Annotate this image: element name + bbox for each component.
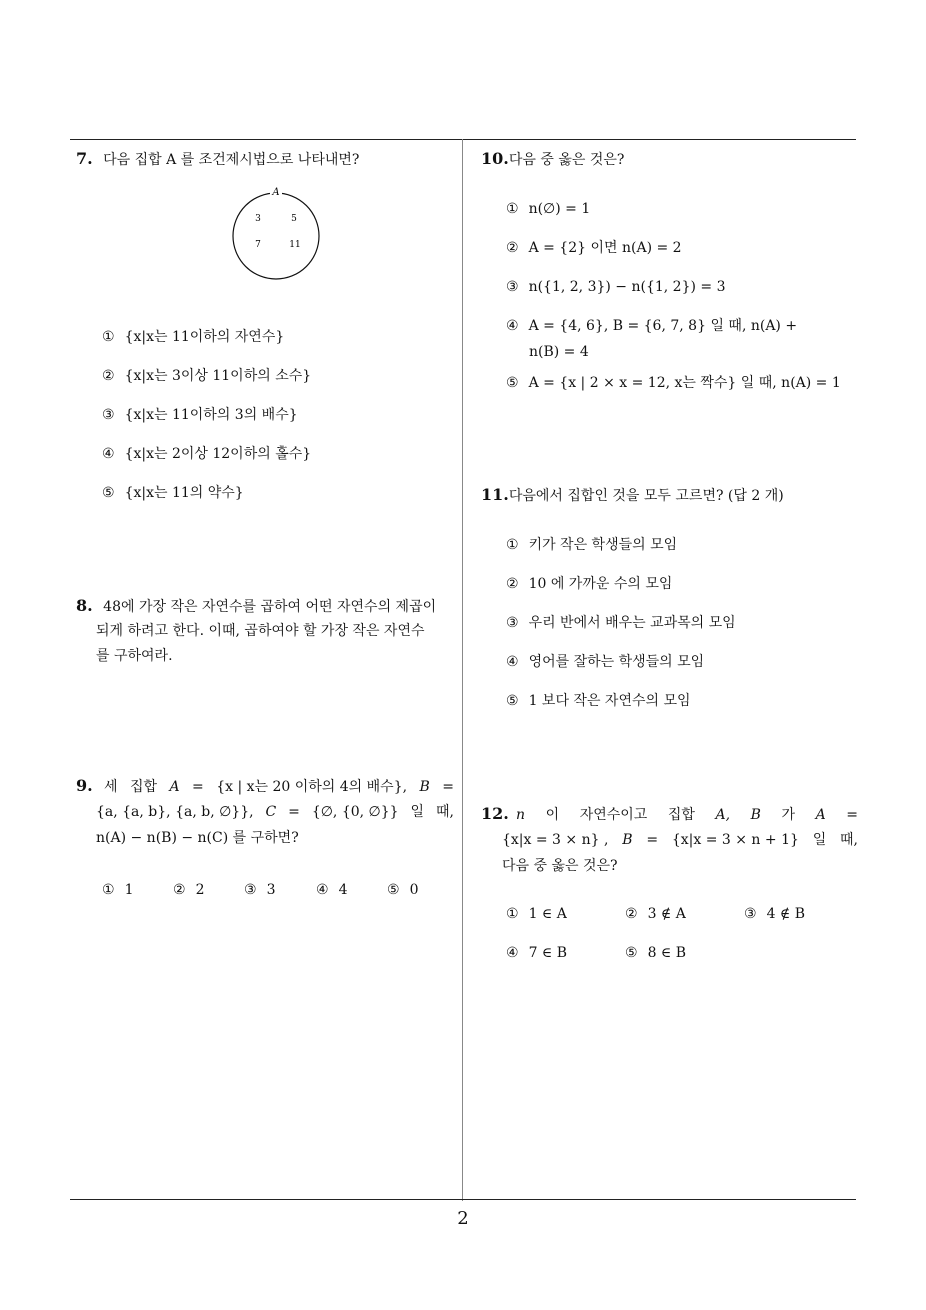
option-5[interactable]: ⑤ {x|x는 11의 약수} [102, 485, 244, 501]
option-2[interactable]: ② {x|x는 3이상 11이하의 소수} [102, 368, 312, 384]
venn-element: 7 [255, 240, 261, 250]
question-number: 9. [76, 776, 93, 795]
question-text-line: 되게 하려고 한다. 이때, 곱하여야 할 가장 작은 자연수 [96, 623, 425, 639]
question-number: 11. [481, 485, 509, 504]
option-3[interactable]: ③ {x|x는 11이하의 3의 배수} [102, 407, 298, 423]
question-text: 다음 중 옳은 것은? [508, 152, 625, 168]
option-3[interactable]: ③ 우리 반에서 배우는 교과목의 모임 [506, 615, 736, 631]
option-4[interactable]: ④ {x|x는 2이상 12이하의 홀수} [102, 446, 312, 462]
question-text: 다음에서 집합인 것을 모두 고르면? (답 2 개) [508, 488, 784, 504]
venn-element: 5 [291, 214, 297, 224]
top-rule [70, 139, 856, 140]
venn-set-label: A [272, 187, 280, 198]
question-number: 12. [481, 804, 509, 823]
option-2[interactable]: ② A = {2} 이면 n(A) = 2 [506, 240, 682, 256]
option-4[interactable]: ④ 7 ∈ B [506, 945, 568, 961]
question-number: 8. [76, 596, 93, 615]
page-number: 2 [457, 1208, 469, 1229]
option-4[interactable]: ④ 4 [316, 882, 348, 898]
option-5[interactable]: ⑤ A = {x | 2 × x = 12, x는 짝수} 일 때, n(A) = 1 [506, 375, 841, 391]
question-text-line: 세 집합 A = {x | x는 20 이하의 4의 배수}, B = [104, 779, 454, 795]
option-1[interactable]: ① {x|x는 11이하의 자연수} [102, 329, 285, 345]
option-3[interactable]: ③ 4 ∉ B [744, 906, 806, 922]
option-1[interactable]: ① 키가 작은 학생들의 모임 [506, 537, 678, 553]
option-3[interactable]: ③ 3 [244, 882, 276, 898]
question-text-line: {a, {a, b}, {a, b, ∅}}, C = {∅, {0, ∅}} 일 때, [96, 804, 454, 820]
option-1[interactable]: ① 1 ∈ A [506, 906, 567, 922]
question-text-line: 다음 중 옳은 것은? [502, 858, 618, 874]
option-2[interactable]: ② 2 [173, 882, 205, 898]
option-5[interactable]: ⑤ 0 [387, 882, 419, 898]
option-5[interactable]: ⑤ 8 ∈ B [625, 945, 687, 961]
column-divider [462, 139, 463, 1201]
option-2[interactable]: ② 3 ∉ A [625, 906, 686, 922]
question-number: 10. [481, 149, 509, 168]
question-text: 다음 집합 A 를 조건제시법으로 나타내면? [103, 152, 360, 168]
option-2[interactable]: ② 10 에 가까운 수의 모임 [506, 576, 673, 592]
venn-element: 11 [289, 240, 301, 250]
option-1[interactable]: ① n(∅) = 1 [506, 201, 591, 217]
question-text-line: {x|x = 3 × n} , B = {x|x = 3 × n + 1} 일 때, [502, 832, 858, 848]
venn-element: 3 [255, 214, 261, 224]
option-5[interactable]: ⑤ 1 보다 작은 자연수의 모임 [506, 693, 691, 709]
option-4[interactable]: ④ A = {4, 6}, B = {6, 7, 8} 일 때, n(A) + [506, 318, 798, 334]
venn-diagram [230, 184, 322, 280]
bottom-rule [70, 1199, 856, 1200]
option-4[interactable]: ④ 영어를 잘하는 학생들의 모임 [506, 654, 705, 670]
question-text-line: n(A) − n(B) − n(C) 를 구하면? [96, 830, 299, 846]
question-number: 7. [76, 149, 93, 168]
option-1[interactable]: ① 1 [102, 882, 134, 898]
question-text-line: n 이 자연수이고 집합 A, B 가 A = [516, 807, 858, 823]
question-text-line: 를 구하여라. [96, 648, 173, 664]
option-4-continued: n(B) = 4 [529, 344, 589, 360]
question-text-line: 48에 가장 작은 자연수를 곱하여 어떤 자연수의 제곱이 [103, 599, 437, 615]
option-3[interactable]: ③ n({1, 2, 3}) − n({1, 2}) = 3 [506, 279, 726, 295]
